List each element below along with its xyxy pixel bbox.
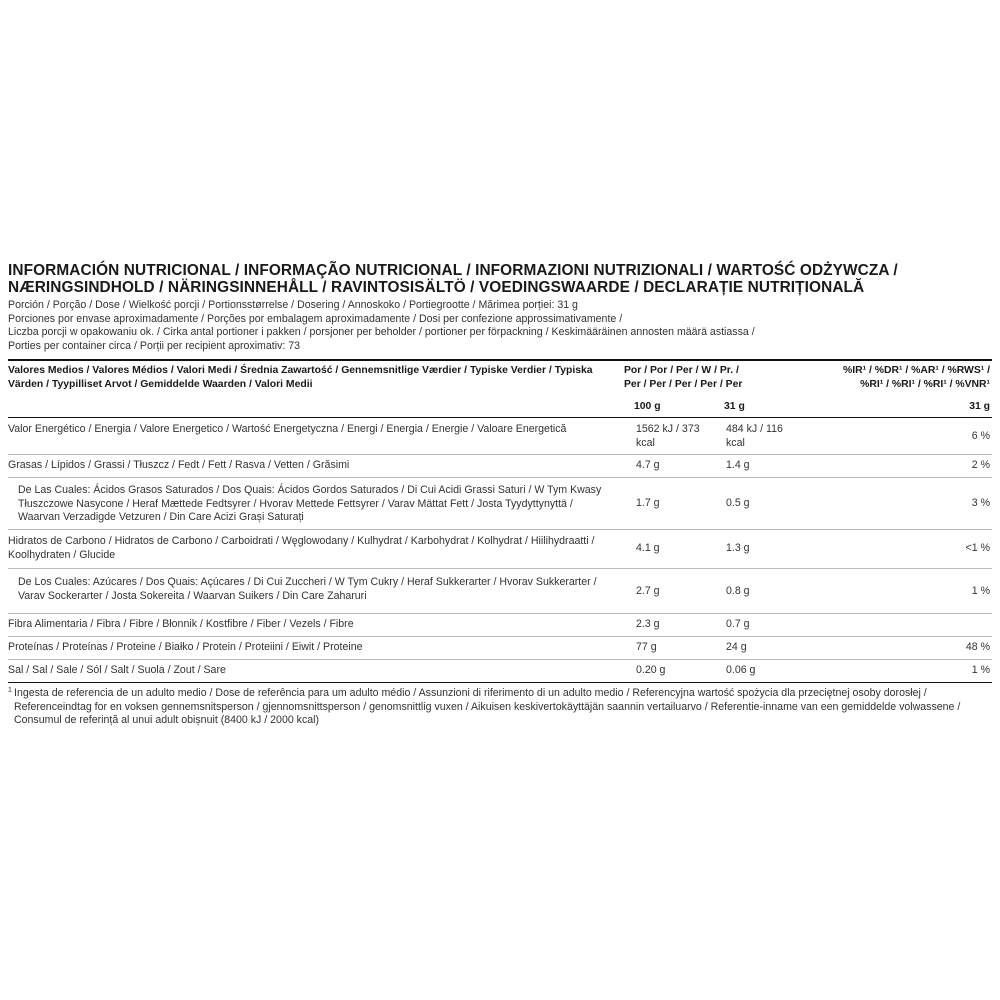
column-header-per [624,364,742,391]
column-header-ri-line: %IR¹ / %DR¹ / %AR¹ / %RWS¹ / [842,365,990,376]
nutrient-name: Valor Energético / Energia / Valore Energetico / Wartość Energetyczna / Energi / Energia / Energie / Valoare Energetică [8,423,567,435]
value-reference-intake: 48 % [965,641,990,653]
value-reference-intake: 2 % [971,459,990,471]
value-reference-intake: 1 % [971,664,990,676]
value-per-31g: 1.4 g [726,459,750,471]
nutrient-name: De Las Cuales: Ácidos Grasos Saturados / Dos Quais: Ácidos Gordos Saturados / Di Cui Acidi Grassi Saturi / W Tym Kwasy Tłuszczowe Nasycone / Heraf Mættede Fedtsyrer / Hvorav Mettede Fettsyrer / Varav Mättat Fett / Josta Tyydyttynyttä / Waarvan Verzadigde Vetzuren / Din Care Acizi Grași Saturați [18,484,602,523]
footnote-marker: 1 [8,687,12,694]
value-per-100g: 0.20 g [636,664,666,676]
value-per-100g: 4.1 g [636,542,660,554]
table-row-salt [8,660,992,682]
value-per-100g: 2.7 g [636,585,660,597]
value-per-31g: 0.8 g [726,585,750,597]
value-per-100g: 2.3 g [636,618,660,630]
value-per-31g: 0.5 g [726,497,750,509]
column-header-ri-31g: 31 g [969,401,990,412]
nutrient-name: Hidratos de Carbono / Hidratos de Carbono / Carboidrati / Węglowodany / Kulhydrat / Karbohydrat / Kolhydrat / Hiilihydraatti / Koolhydraten / Glucide [8,535,595,561]
nutrition-label [8,262,992,728]
nutrient-name: Grasas / Lípidos / Grassi / Tłuszcz / Fedt / Fett / Rasva / Vetten / Grăsimi [8,459,350,471]
value-per-31g: 0.06 g [726,664,756,676]
column-header-per-line: Por / Por / Per / W / Pr. / [624,365,739,376]
table-header [8,361,992,418]
table-row-sugars [8,569,992,614]
value-per-100g: 4.7 g [636,459,660,471]
value-per-31g: 24 g [726,641,747,653]
column-header-ri-line: %RI¹ / %RI¹ / %RI¹ / %VNR¹ [860,378,990,390]
value-reference-intake: 6 % [971,430,990,442]
column-header-100g: 100 g [634,401,661,412]
nutrient-name: De Los Cuales: Azúcares / Dos Quais: Açúcares / Di Cui Zuccheri / W Tym Cukry / Heraf Sukkerarter / Hvorav Sukkerarter / Varav Sockerarter / Josta Sokereita / Waarvan Suikers / Din Care Zaharuri [18,576,597,602]
table-row-energy [8,418,992,455]
value-per-31g: 0.7 g [726,618,750,630]
table-row-carbohydrate [8,530,992,569]
servings-per-container-line: Liczba porcji w opakowaniu ok. / Cirka antal portioner i pakken / porsjoner per beholder / portioner per förpackning / Keskimääräinen annosten määrä astiassa / [8,326,755,338]
value-per-100g: 1562 kJ / 373 kcal [636,423,700,449]
serving-size-line: Porción / Porção / Dose / Wielkość porcji / Portionsstørrelse / Dosering / Annoskoko / Portiegrootte / Mărimea porției: 31 g [8,299,578,311]
value-reference-intake: <1 % [965,542,990,554]
table-row-protein [8,637,992,660]
nutrition-table [8,359,992,683]
value-reference-intake: 3 % [971,497,990,509]
column-header-average-values: Valores Medios / Valores Médios / Valori Medi / Średnia Zawartość / Gennemsnitlige Værdier / Typiske Verdier / Typiska Värden / Tyypilliset Arvot / Gemiddelde Waarden / Valori Medii [8,365,593,390]
table-row-fat [8,455,992,478]
table-row-fibre [8,614,992,637]
value-per-31g: 1.3 g [726,542,750,554]
nutrient-name: Sal / Sal / Sale / Sól / Salt / Suola / Zout / Sare [8,664,226,676]
value-per-100g: 1.7 g [636,497,660,509]
servings-per-container-line: Porciones por envase aproximadamente / Porções por embalagem aproximadamente / Dosi per confezione approssimativamente / [8,312,623,325]
nutrient-name: Proteínas / Proteínas / Proteine / Białko / Protein / Proteiini / Eiwit / Proteine [8,641,363,653]
nutrient-name: Fibra Alimentaria / Fibra / Fibre / Błonnik / Kostfibre / Fiber / Vezels / Fibre [8,618,354,630]
serving-info [8,299,992,353]
servings-per-container-line: Porties per container circa / Porții per recipient aproximativ: 73 [8,339,301,352]
table-row-saturated-fat [8,478,992,530]
value-reference-intake: 1 % [971,585,990,597]
column-header-per-line: Per / Per / Per / Per / Per [624,378,743,390]
column-header-reference-intake [843,364,990,391]
value-per-100g: 77 g [636,641,657,653]
nutrition-title: INFORMACIÓN NUTRICIONAL / INFORMAÇÃO NUTRICIONAL / INFORMAZIONI NUTRIZIONALI / WARTOŚĆ ODŻYWCZA / NÆRINGSINDHOLD / NÄRINGSINNEHÅLL / RAVINTOSISÄLTÖ / VOEDINGSWAARDE / DECLARAȚIE NUTRIȚIONALĂ [8,262,898,296]
column-header-31g: 31 g [724,401,745,412]
footnote-text: Ingesta de referencia de un adulto medio / Dose de referência para um adulto médio / Assunzioni di riferimento di un adulto medio / Referencyjna wartość spożycia dla przeciętnej osoby dorosłej / Referenceindtag for en voksen gennemsnitsperson / gjennomsnittsperson / genomsnittlig vuxen / Aikuisen keskivertokäyttäjän saannin vertailuarvo / Referentie-inname van een gemiddelde volwassene / Consumul de referință al unui adult obișnuit (8400 kJ / 2000 kcal) [14,687,961,726]
footnote [8,687,992,728]
value-per-31g: 484 kJ / 116 kcal [726,423,783,449]
